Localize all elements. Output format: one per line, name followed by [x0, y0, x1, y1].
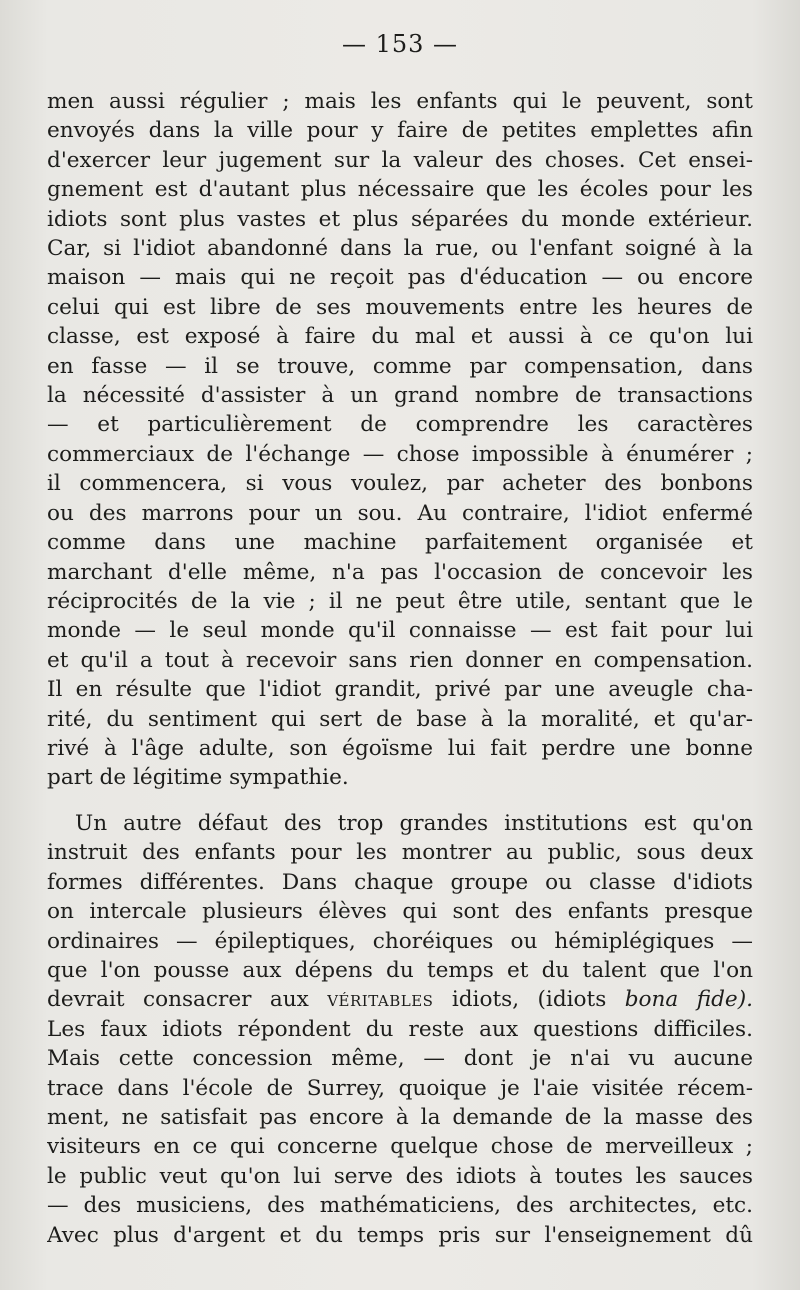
text-line: celui qui est libre de ses mouvements entre les heures de — [47, 294, 753, 320]
text-line: rité, du sentiment qui sert de base à la moralité, et qu'ar- — [47, 706, 753, 732]
text-line: que l'on pousse aux dépens du temps et du talent que l'on — [47, 958, 753, 984]
text-line: — des musiciens, des mathématiciens, des architectes, etc. — [47, 1193, 753, 1219]
text-line: en fasse — il se trouve, comme par compensation, dans — [47, 353, 753, 379]
text-line: monde — le seul monde qu'il connaisse — est fait pour lui — [47, 618, 753, 644]
text-line: maison — mais qui ne reçoit pas d'éducation — ou encore — [47, 265, 753, 291]
paragraph-1 — [47, 87, 753, 793]
text-line: ordinaires — épileptiques, choréiques ou hémiplégiques — — [47, 928, 753, 954]
text-line: et qu'il a tout à recevoir sans rien donner en compensation. — [47, 647, 753, 673]
italic-phrase: bona fide). — [624, 987, 753, 1013]
text-line: ou des marrons pour un sou. Au contraire, l'idiot enfermé — [47, 500, 753, 526]
text-line: men aussi régulier ; mais les enfants qui le peuvent, sont — [47, 89, 753, 114]
page-number: — 153 — — [341, 30, 459, 58]
text-line: ment, ne satisfait pas encore à la demande de la masse des — [47, 1105, 753, 1131]
text-line: comme dans une machine parfaitement organisée et — [47, 530, 753, 556]
text-line: Un autre défaut des trop grandes institutions est qu'on — [75, 811, 753, 836]
text-line: d'exercer leur jugement sur la valeur des choses. Cet ensei- — [47, 147, 753, 173]
text-run: idiots, (idiots — [433, 987, 625, 1013]
text-line: on intercale plusieurs élèves qui sont des enfants presque — [47, 899, 753, 925]
text-line: classe, est exposé à faire du mal et aussi à ce qu'on lui — [47, 324, 753, 350]
text-line: trace dans l'école de Surrey, quoique je l'aie visitée récem- — [47, 1075, 753, 1101]
text-line: gnement est d'autant plus nécessaire que les écoles pour les — [47, 177, 753, 203]
text-line: la nécessité d'assister à un grand nombre de transactions — [47, 383, 753, 409]
text-line: visiteurs en ce qui concerne quelque chose de merveilleux ; — [47, 1134, 753, 1160]
text-line: Mais cette concession même, — dont je n'ai vu aucune — [47, 1046, 753, 1072]
text-line: idiots sont plus vastes et plus séparées du monde extérieur. — [47, 206, 753, 232]
text-line: Avec plus d'argent et du temps pris sur l'enseignement dû — [47, 1222, 753, 1248]
text-line: instruit des enfants pour les montrer au public, sous deux — [47, 840, 753, 866]
text-line: Il en résulte que l'idiot grandit, privé par une aveugle cha- — [47, 677, 753, 703]
text-line: le public veut qu'on lui serve des idiots à toutes les sauces — [47, 1163, 753, 1189]
text-run: devrait consacrer aux — [47, 987, 328, 1013]
text-line: Car, si l'idiot abandonné dans la rue, ou l'enfant soigné à la — [47, 236, 753, 262]
text-line: envoyés dans la ville pour y faire de petites emplettes afin — [47, 118, 753, 144]
text-line: réciprocités de la vie ; il ne peut être utile, sentant que le — [47, 588, 753, 614]
text-line: formes différentes. Dans chaque groupe ou classe d'idiots — [47, 869, 753, 895]
text-line: part de légitime sympathie. — [47, 765, 349, 791]
paragraph-2 — [47, 809, 753, 1250]
small-caps-word: véritables — [327, 987, 434, 1013]
text-line: Les faux idiots répondent du reste aux questions difficiles. — [47, 1016, 753, 1042]
text-line: commerciaux de l'échange — chose impossible à énumérer ; — [47, 441, 753, 467]
text-line: marchant d'elle même, n'a pas l'occasion de concevoir les — [47, 559, 753, 585]
text-line: rivé à l'âge adulte, son égoïsme lui fait perdre une bonne — [47, 735, 753, 761]
text-line: il commencera, si vous voulez, par acheter des bonbons — [47, 471, 753, 497]
text-line: — et particulièrement de comprendre les caractères — [47, 412, 753, 438]
text-line — [47, 985, 753, 1014]
